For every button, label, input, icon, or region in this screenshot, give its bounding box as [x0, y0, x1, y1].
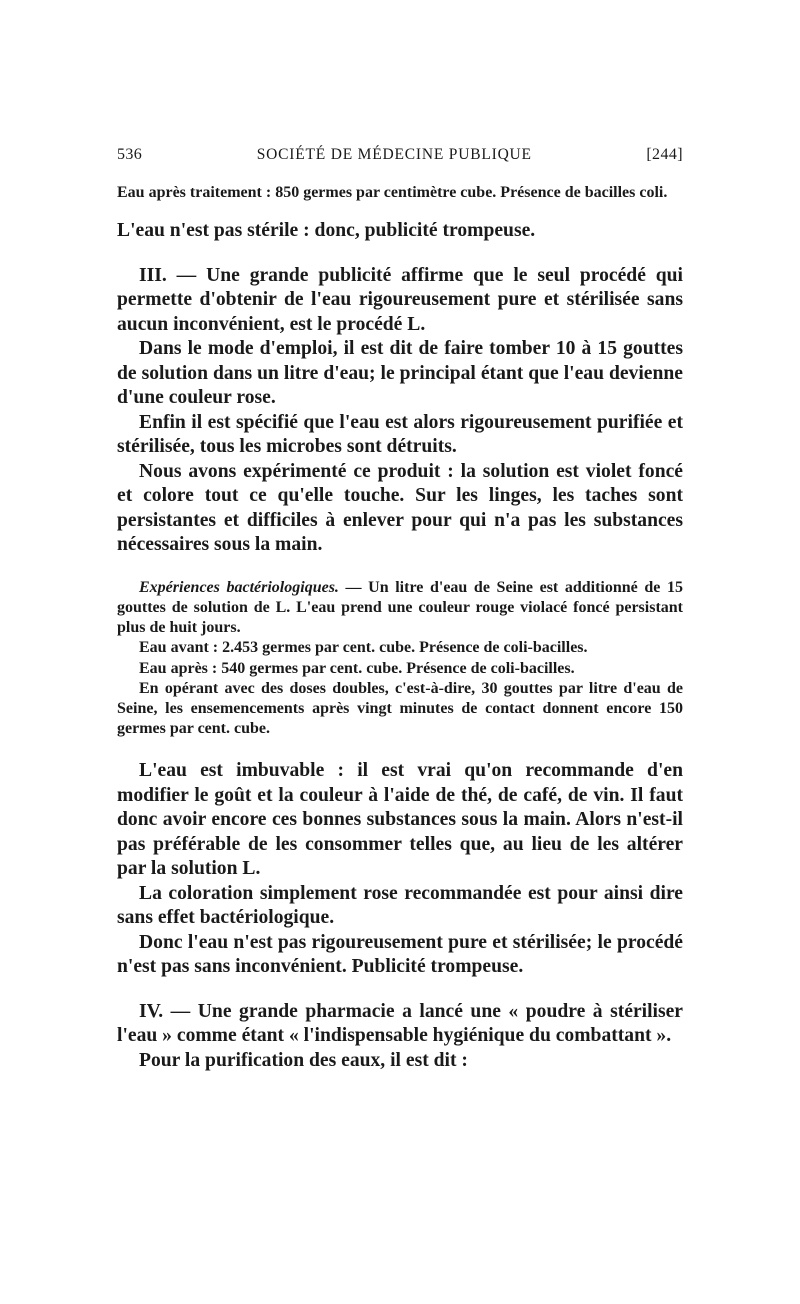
paragraph-coloration: La coloration simplement rose recommandée est pour ainsi dire sans effet bactériologique.: [117, 882, 683, 929]
paragraph-section-iv: IV. — Une grande pharmacie a lancé une « poudre à stériliser l'eau » comme étant « l'indispensable hygiénique du combattant ».: [117, 1000, 683, 1047]
paragraph-imbuvable: L'eau est imbuvable : il est vrai qu'on recommande d'en modifier le goût et la couleur à l'aide de thé, de café, de vin. Il faut donc avoir encore ces bonnes substances sous la main. Alors n'est-il pas préférable de les consommer telles que, au lieu de les altérer par la solution L.: [117, 760, 683, 880]
experiences-title: Expériences bactériologiques.: [139, 578, 339, 596]
experiences-text: — Un litre d'eau de Seine est additionné de 15 gouttes de solution de L. L'eau prend une couleur rouge violacé foncé persistant plus de huit jours.: [117, 578, 684, 637]
paragraph-eau-pas-sterile: L'eau n'est pas stérile : donc, publicité trompeuse.: [117, 220, 536, 242]
page-number: 536: [117, 146, 143, 163]
paragraph-enfin: Enfin il est spécifié que l'eau est alors rigoureusement purifiée et stérilisée, tous les microbes sont détruits.: [117, 411, 683, 458]
paragraph-doses-doubles: En opérant avec des doses doubles, c'est-à-dire, 30 gouttes par litre d'eau de Seine, les ensemencements après vingt minutes de contact donnent encore 150 germes par cent. cube.: [117, 679, 683, 738]
paragraph-eau-apres-traitement: Eau après traitement : 850 germes par centimètre cube. Présence de bacilles coli.: [117, 184, 668, 201]
paragraph-section-iii: III. — Une grande publicité affirme que le seul procédé qui permette d'obtenir de l'eau rigoureusement pure et stérilisée sans aucun inconvénient, est le procédé L.: [117, 264, 683, 335]
paragraph-eau-avant: Eau avant : 2.453 germes par cent. cube. Présence de coli-bacilles.: [139, 639, 588, 657]
text-body: [117, 183, 683, 1073]
paragraph-mode-emploi: Dans le mode d'emploi, il est dit de faire tomber 10 à 15 gouttes de solution dans un litre d'eau; le principal étant que l'eau devienne d'une couleur rose.: [117, 338, 683, 409]
paragraph-experimente: Nous avons expérimenté ce produit : la solution est violet foncé et colore tout ce qu'elle touche. Sur les linges, les taches sont persistantes et difficiles à enlever pour qui n'a pas les substances nécessaires sous la main.: [117, 460, 683, 556]
bracket-page-number: [244]: [646, 146, 683, 163]
paragraph-eau-apres: Eau après : 540 germes par cent. cube. Présence de coli-bacilles.: [139, 659, 575, 677]
running-header: [117, 146, 683, 164]
paragraph-experiences: [117, 578, 683, 639]
paragraph-purification: Pour la purification des eaux, il est dit :: [139, 1049, 468, 1071]
paragraph-donc: Donc l'eau n'est pas rigoureusement pure et stérilisée; le procédé n'est pas sans inconvénient. Publicité trompeuse.: [117, 931, 683, 978]
running-title: SOCIÉTÉ DE MÉDECINE PUBLIQUE: [256, 146, 532, 163]
